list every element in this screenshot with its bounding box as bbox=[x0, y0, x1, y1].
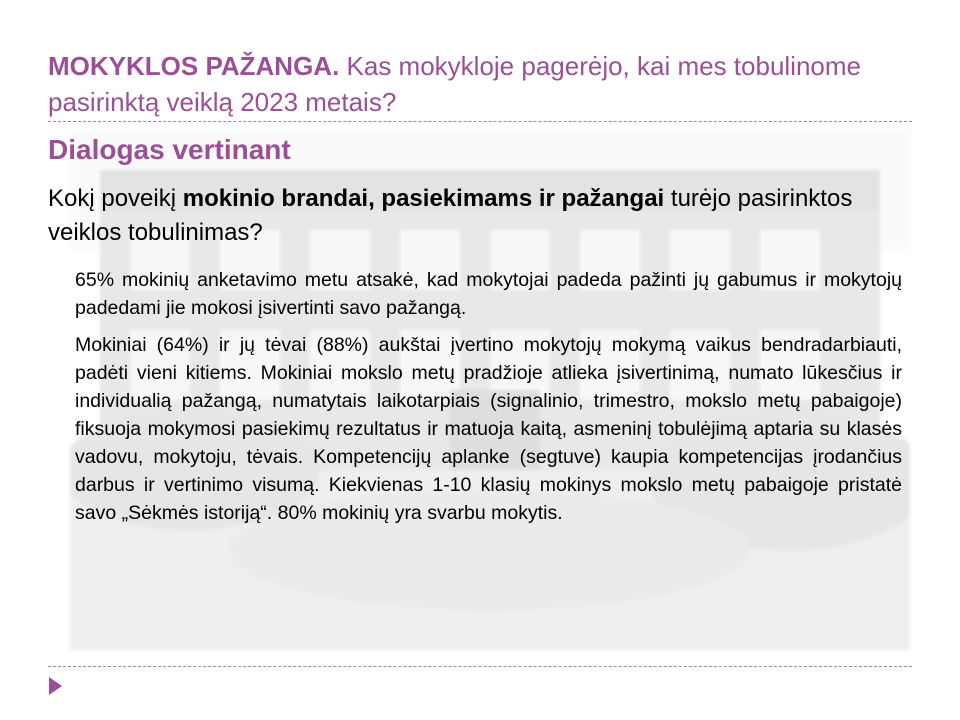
question-text bbox=[48, 182, 888, 250]
section-subtitle: Dialogas vertinant bbox=[48, 134, 291, 165]
question-bold: mokinio brandai, pasiekimams ir pažangai bbox=[182, 185, 665, 212]
slide-title-bold: MOKYKLOS PAŽANGA. bbox=[48, 51, 340, 81]
footer-divider bbox=[48, 666, 912, 667]
paragraph-1: 65% mokinių anketavimo metu atsakė, kad mokytojai padeda pažinti jų gabumus ir mokytojų padedami jie mokosi įsivertinti savo pažangą. bbox=[75, 269, 902, 319]
title-divider bbox=[48, 121, 912, 122]
body-text bbox=[75, 266, 902, 527]
triangle-right-icon[interactable] bbox=[49, 677, 62, 695]
paragraph-2: Mokiniai (64%) ir jų tėvai (88%) aukštai įvertino mokytojų mokymą vaikus bendradarbiauti, padėti vieni kitiems. Mokiniai mokslo metų pradžioje atlieka įsivertinimą, numato lūkesčius ir individualią pažangą, numatytais laikotarpiais (signalinio, trimestro, mokslo metų pabaigoje) fiksuoja mokymosi pasiekimų rezultatus ir matuoja kaitą, asmeninį tobulėjimą aptaria su klasės vadovu, mokytoju, tėvais. Kompetencijų aplanke (segtuve) kaupia kompetencijas įrodančius darbus ir vertinimo visumą. Kiekvienas 1-10 klasių mokinys mokslo metų pabaigoje pristatė savo „Sėkmės istoriją“. 80% mokinių yra svarbu mokytis. bbox=[75, 334, 902, 524]
question-post: turėjo pasirinktos veiklos tobulinimas? bbox=[48, 185, 853, 246]
slide-title bbox=[48, 48, 908, 120]
slide-title-rest: Kas mokykloje pagerėjo, kai mes tobulinome pasirinktą veiklą 2023 metais? bbox=[48, 51, 861, 117]
question-pre: Kokį poveikį bbox=[48, 185, 183, 212]
